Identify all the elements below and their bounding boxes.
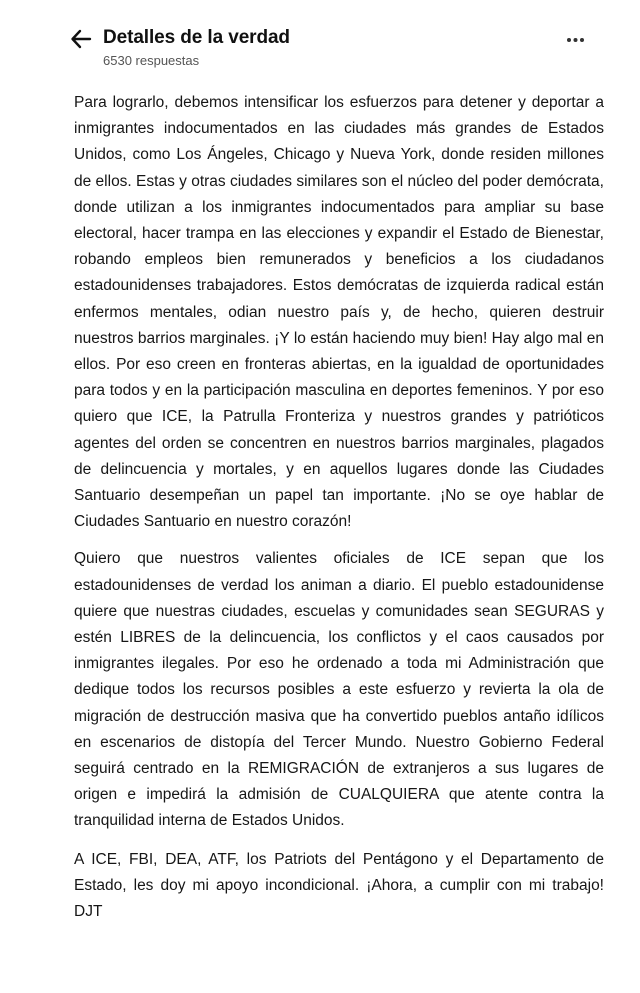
post-paragraph: Quiero que nuestros valientes oficiales de ICE sepan que los estadounidenses de verdad los animan a diario. El pueblo estadounidense quiere que nuestras ciudades, escuelas y comunidades sean SEGURAS y estén LIBRES de la delincuencia, los conflictos y el caos causados por inmigrantes ilegales. Por eso he ordenado a toda mi Administración que dedique todos los recursos posibles a este esfuerzo y revierta la ola de migración de destrucción masiva que ha convertido pueblos antaño idílicos en escenarios de distopía del Tercer Mundo. Nuestro Gobierno Federal seguirá centrado en la REMIGRACIÓN de extranjeros a sus lugares de origen e impedirá la admisión de CUALQUIERA que atente contra la tranquilidad interna de Estados Unidos.: [74, 550, 604, 830]
more-options-button[interactable]: [560, 26, 590, 52]
post-body: [74, 90, 604, 937]
post-paragraph: Para lograrlo, debemos intensificar los esfuerzos para detener y deportar a inmigrantes indocumentados en las ciudades más grandes de Estados Unidos, como Los Ángeles, Chicago y Nueva York, donde residen millones de ellos. Estas y otras ciudades similares son el núcleo del poder demócrata, donde utilizan a los inmigrantes indocumentados para ampliar su base electoral, hacer trampa en las elecciones y expandir el Estado de Bienestar, robando empleos bien remunerados y beneficios a los ciudadanos estadounidenses trabajadores. Estos demócratas de izquierda radical están enfermos mentales, odian nuestro país y, de hecho, quieren destruir nuestros barrios marginales. ¡Y lo están haciendo muy bien! Hay algo mal en ellos. Por eso creen en fronteras abiertas, en la igualdad de oportunidades para todos y en la participación masculina en deportes femeninos. Y por eso quiero que ICE, la Patrulla Fronteriza y nuestros grandes y patrióticos agentes del orden se concentren en nuestros barrios marginales, plagados de delincuencia y mortales, y en aquellos lugares donde las Ciudades Santuario desempeñan un papel tan importante. ¡No se oye hablar de Ciudades Santuario en nuestro corazón!: [74, 94, 604, 531]
reply-count: 6530 respuestas: [103, 53, 200, 68]
header-bar: [0, 0, 640, 80]
arrow-left-icon: [68, 26, 96, 52]
post-paragraph: A ICE, FBI, DEA, ATF, los Patriots del Pentágono y el Departamento de Estado, les doy mi apoyo incondicional. ¡Ahora, a cumplir con mi trabajo! DJT: [74, 850, 604, 921]
more-horizontal-icon: [560, 26, 590, 52]
back-button[interactable]: [68, 26, 96, 52]
page-title: Detalles de la verdad: [103, 27, 290, 48]
